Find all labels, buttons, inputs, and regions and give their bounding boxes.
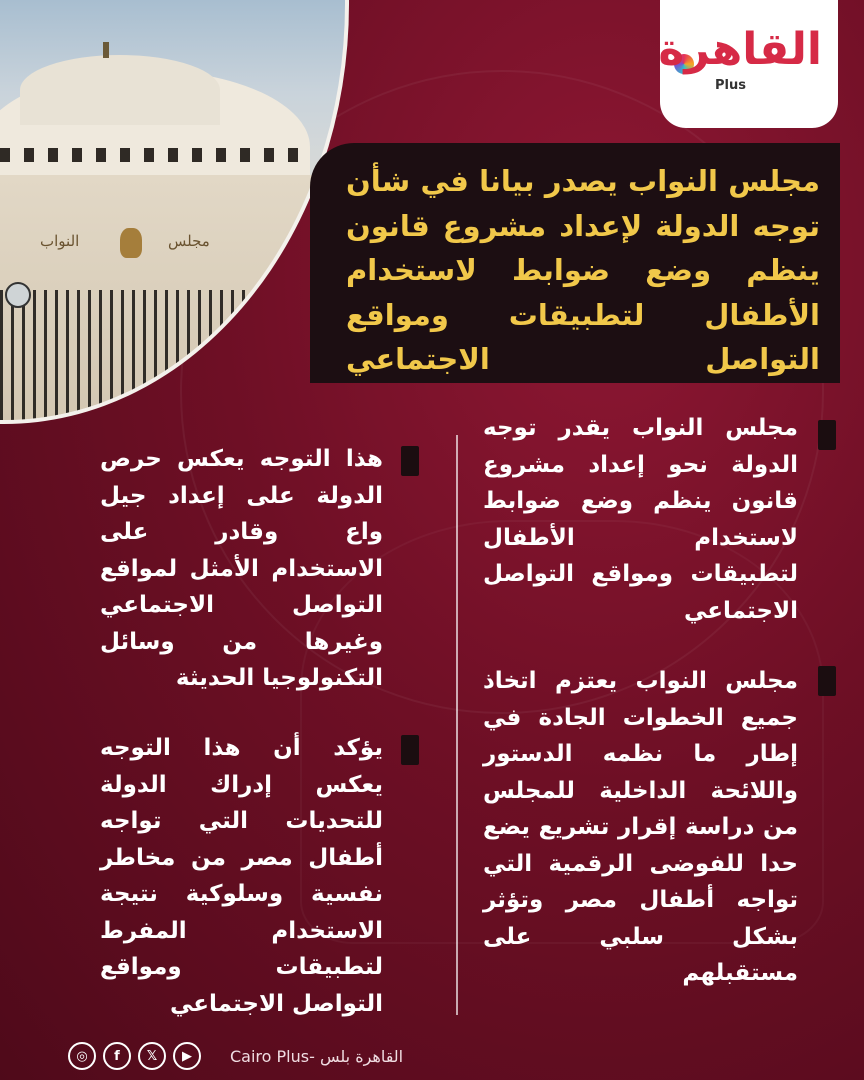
bullet-marker — [818, 666, 836, 696]
headline-box — [310, 143, 840, 383]
dome-windows — [0, 148, 300, 162]
iron-fence — [0, 290, 345, 420]
column-divider — [456, 435, 458, 1015]
eagle-emblem-icon — [120, 228, 142, 258]
building-sign-left: النواب — [40, 232, 80, 250]
logo-text: القاهرة — [658, 24, 822, 75]
dome-spire — [103, 42, 109, 58]
right-paragraph-1: مجلس النواب يقدر توجه الدولة نحو إعداد مشروع قانون ينظم وضع ضوابط لاستخدام الأطفال لتطبيقات ومواقع التواصل الاجتماعي — [483, 415, 798, 624]
bullet-marker — [401, 446, 419, 476]
building-sign-right: مجلس — [168, 232, 210, 250]
instagram-icon[interactable]: ◎ — [68, 1042, 96, 1070]
headline: مجلس النواب يصدر بيانا في شأن توجه الدولة لإعداد مشروع قانون ينظم وضع ضوابط لاستخدام الأطفال لتطبيقات ومواقع التواصل الاجتماعي — [346, 164, 820, 376]
lamp — [5, 282, 31, 308]
left-paragraph-2: يؤكد أن هذا التوجه يعكس إدراك الدولة للتحديات التي تواجه أطفال مصر من مخاطر نفسية وسلوكية نتيجة الاستخدام المفرط لتطبيقات ومواقع التواصل الاجتماعي — [100, 735, 383, 1017]
bullet-marker — [818, 420, 836, 450]
bullet-marker — [401, 735, 419, 765]
dome-top — [20, 55, 220, 125]
x-icon[interactable]: 𝕏 — [138, 1042, 166, 1070]
parliament-building-photo — [0, 0, 349, 424]
left-paragraph-1: هذا التوجه يعكس حرص الدولة على إعداد جيل واع وقادر على الاستخدام الأمثل لمواقع التواصل الاجتماعي وغيرها من وسائل التكنولوجيا الحديثة — [100, 446, 383, 691]
brand-logo — [660, 0, 838, 128]
right-paragraph-2: مجلس النواب يعتزم اتخاذ جميع الخطوات الجادة في إطار ما نظمه الدستور واللائحة الداخلية للمجلس من دراسة إقرار تشريع يضع حدا للفوضى الرقمية التي تواجه أطفال مصر وتؤثر بشكل سلبي على مستقبلهم — [483, 668, 798, 986]
footer — [68, 1040, 403, 1072]
logo-plus: Plus — [715, 78, 746, 93]
footer-credit: Cairo Plus- القاهرة بلس — [230, 1046, 404, 1066]
facebook-icon[interactable]: f — [103, 1042, 131, 1070]
youtube-icon[interactable]: ▶ — [173, 1042, 201, 1070]
